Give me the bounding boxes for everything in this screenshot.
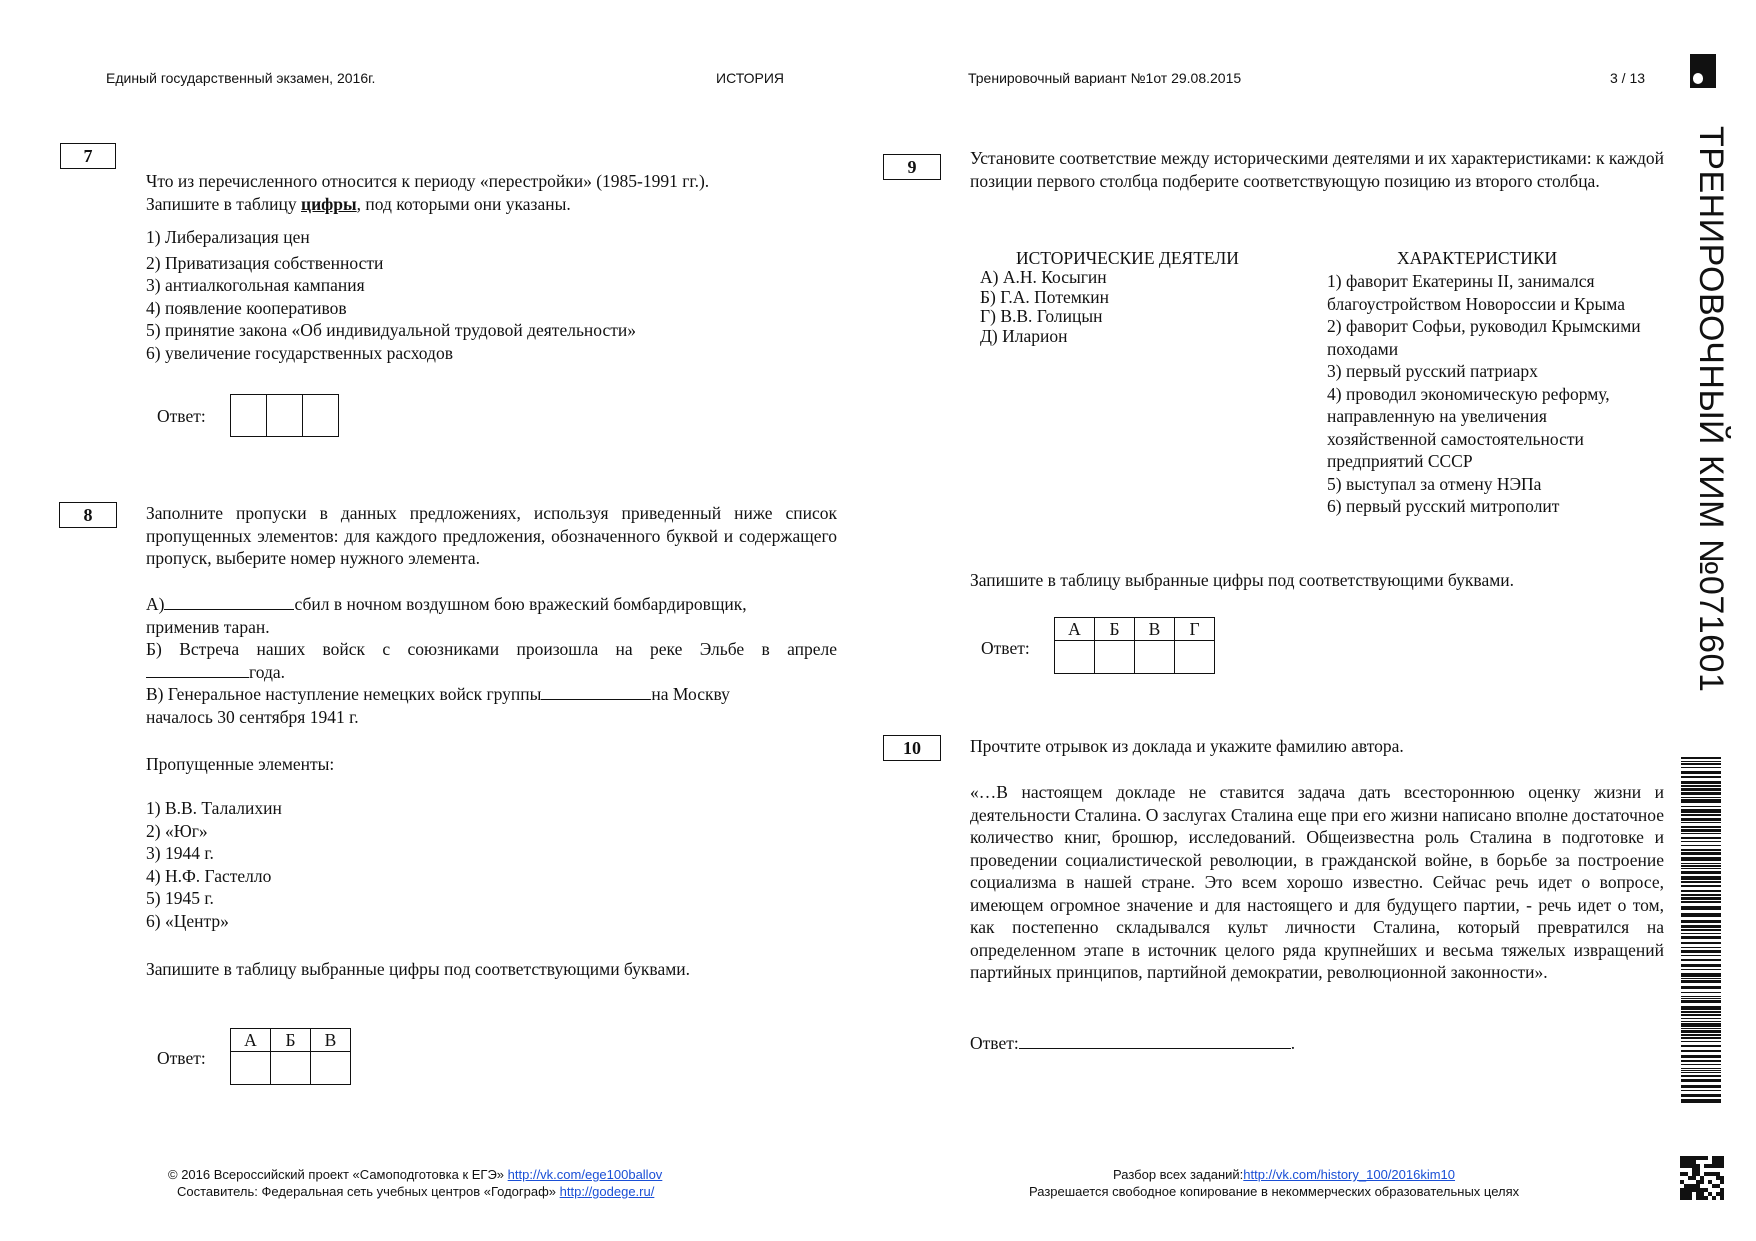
task10-answer-line[interactable] <box>1019 1047 1291 1049</box>
task8-instruction: Запишите в таблицу выбранные цифры под соответствующими буквами. <box>146 959 691 979</box>
task8-intro: Заполните пропуски в данных предложениях, используя приведенный ниже список пропущенных элементов: для каждого предложения, обозначенного буквой и содержащего пропуск, выберите номер нужного элемента. <box>146 503 837 568</box>
qr-code-icon <box>1680 1156 1724 1200</box>
table-header-cell: Б <box>1095 618 1135 641</box>
table-header-cell: Б <box>271 1029 311 1052</box>
task7-question <box>146 170 846 215</box>
list-item: 3) антиалкогольная кампания <box>146 275 365 295</box>
task8-sentence-b-line2: года. <box>146 661 837 684</box>
answer-cell[interactable] <box>231 395 267 437</box>
task9-left-list <box>980 268 1109 346</box>
task7-question-line2: Запишите в таблицу цифры, под которыми они указаны. <box>146 193 571 214</box>
list-item: Д) Иларион <box>980 325 1068 346</box>
answer-cell[interactable] <box>1135 641 1175 674</box>
footer-link-godege[interactable]: http://godege.ru/ <box>559 1184 655 1199</box>
list-item: 6) «Центр» <box>146 910 229 931</box>
table-header-cell: А <box>1055 618 1095 641</box>
header-subject: ИСТОРИЯ <box>716 70 785 86</box>
task7-answer-table <box>230 394 339 437</box>
footer-right-line2: Разрешается свободное копирование в некоммерческих образовательных целях <box>1029 1184 1520 1199</box>
list-item: 5) 1945 г. <box>146 888 214 908</box>
task8-sentence-c: В) Генеральное наступление немецких войск группы на Москву <box>146 684 730 704</box>
task-number-8: 8 <box>59 502 117 528</box>
task8-sentence-c-line2: началось 30 сентября 1941 г. <box>146 706 359 727</box>
side-label: ТРЕНИРОВОЧНЫЙ КИМ №071601 <box>1692 126 1730 693</box>
table-header-cell: В <box>1135 618 1175 641</box>
task-number-9: 9 <box>883 154 941 180</box>
task8-sentence-b: Б) Встреча наших войск с союзниками произошла на реке Эльбе в апреле <box>146 639 837 659</box>
corner-marker-icon <box>1690 54 1716 88</box>
task7-answer-label: Ответ: <box>157 406 206 426</box>
list-item: 1) В.В. Талалихин <box>146 798 282 818</box>
list-item: А) А.Н. Косыгин <box>980 267 1107 287</box>
list-item: 5) принятие закона «Об индивидуальной трудовой деятельности» <box>146 320 637 340</box>
list-item: 5) выступал за отмену НЭПа <box>1327 473 1542 494</box>
task9-answer-label: Ответ: <box>981 638 1030 658</box>
task9-right-list <box>1327 270 1657 518</box>
task8-answer-label: Ответ: <box>157 1048 206 1068</box>
answer-cell[interactable] <box>311 1052 351 1085</box>
task8-answer-table <box>230 1028 351 1085</box>
task10-answer: Ответ: . <box>970 1033 1296 1053</box>
table-header-cell: А <box>231 1029 271 1052</box>
task9-right-title: ХАРАКТЕРИСТИКИ <box>1397 248 1558 268</box>
list-item: 1) фаворит Екатерины II, занимался благоустройством Новороссии и Крыма <box>1327 271 1625 314</box>
task7-bold-digits: цифры <box>301 193 357 214</box>
footer-left-line1: © 2016 Всероссийский проект «Самоподготовка к ЕГЭ» http://vk.com/ege100ballov <box>168 1167 663 1182</box>
task-number-7: 7 <box>60 143 116 169</box>
footer-link-history[interactable]: http://vk.com/history_100/2016kim10 <box>1243 1167 1456 1182</box>
list-item: 3) первый русский патриарх <box>1327 361 1538 381</box>
task8-sentence-a-line2: применив таран. <box>146 616 270 637</box>
task8-sentences <box>146 593 837 728</box>
task8-missing-title: Пропущенные элементы: <box>146 754 335 774</box>
task7-options-list <box>146 226 636 364</box>
answer-cell[interactable] <box>271 1052 311 1085</box>
answer-cell[interactable] <box>1095 641 1135 674</box>
task10-quote: «…В настоящем докладе не ставится задача дать всестороннюю оценку жизни и деятельности Сталина. О заслугах Сталина еще при его жизни написано вполне достаточное количество книг, брошюр, исследований. Общеизвестна роль Сталина в подготовке и проведении социалистической революции, в гражданской войне, в борьбе за построение социализма в нашей стране. Это всем хорошо известно. Сейчас речь идет о вопросе, имеющем огромное значение и для настоящего и для будущего партии, - речь идет о том, как постепенно складывался культ личности Сталина, который превратился на определенном этапе в источник целого ряда крупнейших и весьма тяжелых извращений партийных принципов, партийной демократии, революционной законности». <box>970 782 1664 982</box>
list-item: 1) Либерализация цен <box>146 227 310 247</box>
header-variant: Тренировочный вариант №1от 29.08.2015 <box>968 70 1242 86</box>
list-item: 4) проводил экономическую реформу, направленную на увеличения хозяйственной самостоятельности предприятий СССР <box>1327 383 1610 471</box>
task-number-10: 10 <box>883 735 941 761</box>
table-header-cell: В <box>311 1029 351 1052</box>
footer-left-line2: Составитель: Федеральная сеть учебных центров «Годограф» http://godege.ru/ <box>177 1184 655 1199</box>
task7-question-line1: Что из перечисленного относится к периоду «перестройки» (1985-1991 гг.). <box>146 171 710 191</box>
list-item: 6) первый русский митрополит <box>1327 496 1560 516</box>
answer-cell[interactable] <box>303 395 339 437</box>
table-header-cell: Г <box>1175 618 1215 641</box>
task9-answer-table <box>1054 617 1215 674</box>
list-item: 2) фаворит Софьи, руководил Крымскими походами <box>1327 316 1641 359</box>
blank-a <box>164 608 294 610</box>
list-item: 2) Приватизация собственности <box>146 252 384 273</box>
header-exam: Единый государственный экзамен, 2016г. <box>106 70 376 86</box>
task8-sentence-a: А) сбил в ночном воздушном бою вражеский бомбардировщик, <box>146 594 747 614</box>
list-item: 2) «Юг» <box>146 820 208 841</box>
task9-left-title: ИСТОРИЧЕСКИЕ ДЕЯТЕЛИ <box>1016 248 1239 268</box>
list-item: 4) Н.Ф. Гастелло <box>146 865 272 886</box>
barcode-icon <box>1681 757 1721 1105</box>
task10-intro: Прочтите отрывок из доклада и укажите фамилию автора. <box>970 736 1404 756</box>
task9-intro: Установите соответствие между историческими деятелями и их характеристиками: к каждой позиции первого столбца подберите соответствующую позицию из второго столбца. <box>970 148 1664 191</box>
list-item: 4) появление кооперативов <box>146 297 347 318</box>
answer-cell[interactable] <box>1175 641 1215 674</box>
blank-b <box>146 676 249 678</box>
answer-cell[interactable] <box>1055 641 1095 674</box>
list-item: 3) 1944 г. <box>146 843 214 863</box>
blank-c <box>541 698 651 700</box>
answer-cell[interactable] <box>231 1052 271 1085</box>
list-item: 6) увеличение государственных расходов <box>146 342 453 363</box>
list-item: Г) В.В. Голицын <box>980 306 1103 326</box>
header-page-number: 3 / 13 <box>1610 70 1646 86</box>
list-item: Б) Г.А. Потемкин <box>980 286 1110 307</box>
footer-link-vk[interactable]: http://vk.com/ege100ballov <box>507 1167 663 1182</box>
footer-right-line1: Разбор всех заданий:http://vk.com/history_100/2016kim10 <box>1113 1167 1456 1182</box>
task9-instruction: Запишите в таблицу выбранные цифры под соответствующими буквами. <box>970 570 1515 590</box>
task8-missing-list <box>146 797 282 932</box>
answer-cell[interactable] <box>267 395 303 437</box>
